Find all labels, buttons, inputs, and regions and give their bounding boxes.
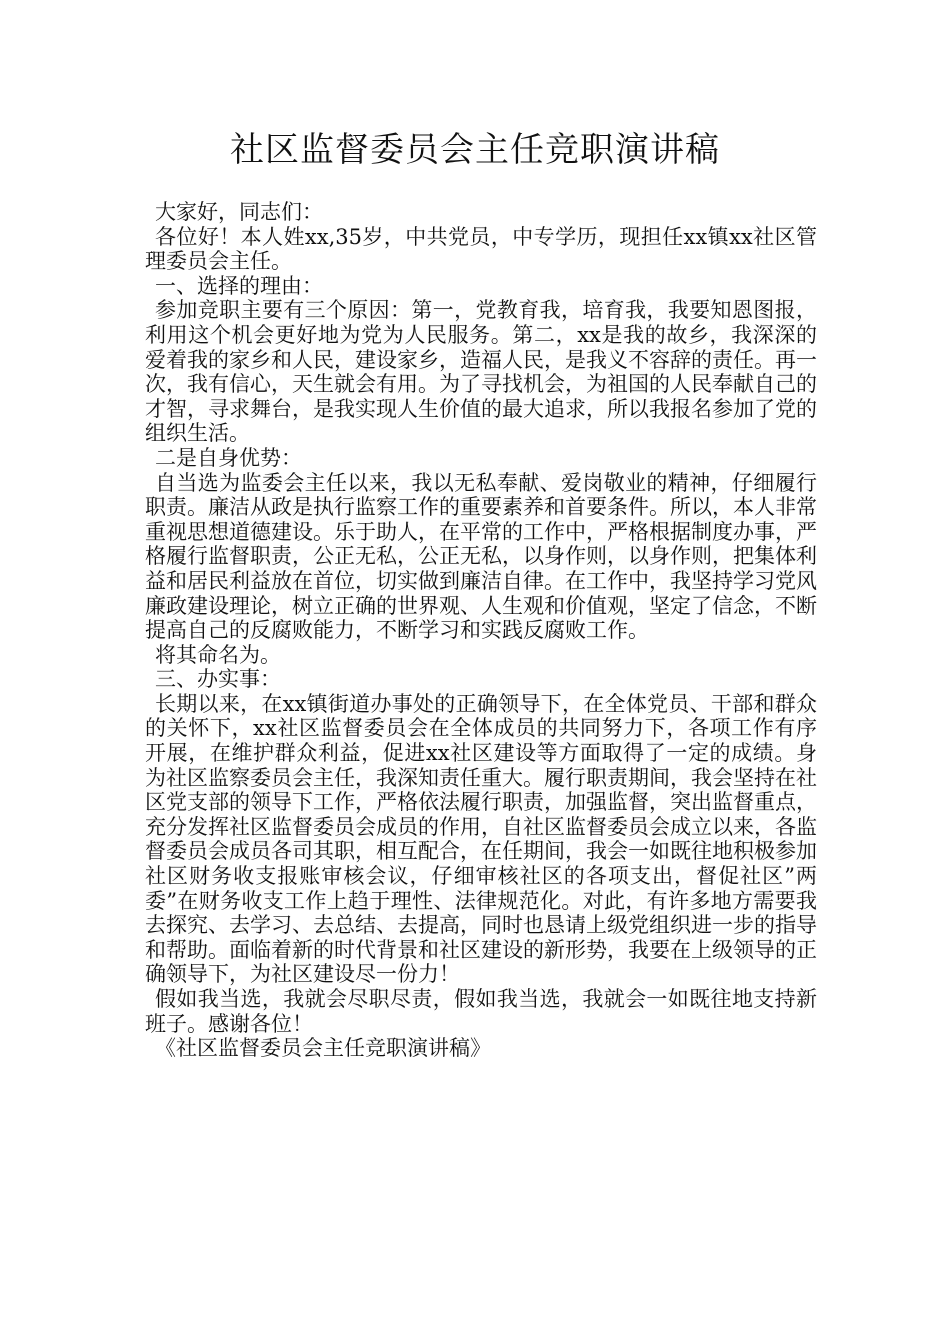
paragraph-naming: 将其命名为。 <box>155 642 281 667</box>
document-body <box>145 200 817 1061</box>
paragraph-greeting: 大家好，同志们： <box>155 200 323 224</box>
paragraph-practical-work: 长期以来，在xx镇街道办事处的正确领导下，在全体党员、干部和群众的关怀下，xx社区监督委员会在全体成员的共同努力下，各项工作有序开展，在维护群众利益，促进xx社区建设等方面取得了一定的成绩。身为社区监察委员会主任，我深知责任重大。履行职责期间，我会坚持在社区党支部的领导下工作，严格依法履行职责，加强监督，突出监督重点，充分发挥社区监督委员会成员的作用，自社区监督委员会成立以来，各监督委员会成员各司其职，相互配合，在任期间，我会一如既往地积极参加社区财务收支报账审核会议，仔细审核社区的各项支出，督促社区”两委”在财务收支工作上趋于理性、法律规范化。对此，有许多地方需要我去探究、去学习、去总结、去提高，同时也恳请上级党组织进一步的指导和帮助。面临着新的时代背景和社区建设的新形势，我要在上级领导的正确领导下，为社区建设尽一份力！ <box>145 691 817 987</box>
paragraph-document-name: 《社区监督委员会主任竞职演讲稿》 <box>155 1036 491 1061</box>
paragraph-self-intro: 各位好！本人姓xx,35岁，中共党员，中专学历，现担任xx镇xx社区管理委员会主任。 <box>145 224 817 274</box>
paragraph-reasons: 参加竞职主要有三个原因：第一，党教育我，培育我，我要知恩图报，利用这个机会更好地为党为人民服务。第二，xx是我的故乡，我深深的爱着我的家乡和人民，建设家乡，造福人民，是我义不容辞的责任。再一次，我有信心，天生就会有用。为了寻找机会，为祖国的人民奉献自己的才智，寻求舞台，是我实现人生价值的最大追求，所以我报名参加了党的组织生活。 <box>145 298 817 446</box>
section-heading-practical-work: 三、办实事： <box>155 667 281 692</box>
paragraph-advantages: 自当选为监委会主任以来，我以无私奉献、爱岗敬业的精神，仔细履行职责。廉洁从政是执行监察工作的重要素养和首要条件。所以，本人非常重视思想道德建设。乐于助人，在平常的工作中，严格根据制度办事，严格履行监督职责，公正无私，公正无私，以身作则，以身作则，把集体利益和居民利益放在首位，切实做到廉洁自律。在工作中，我坚持学习党风廉政建设理论，树立正确的世界观、人生观和价值观，坚定了信念，不断提高自己的反腐败能力，不断学习和实践反腐败工作。 <box>145 470 817 643</box>
paragraph-closing: 假如我当选，我就会尽职尽责，假如我当选，我就会一如既往地支持新班子。感谢各位！ <box>145 987 817 1036</box>
section-heading-reasons: 一、选择的理由： <box>155 273 323 298</box>
document-title: 社区监督委员会主任竞职演讲稿 <box>230 130 720 170</box>
section-heading-advantages: 二是自身优势： <box>155 445 302 470</box>
